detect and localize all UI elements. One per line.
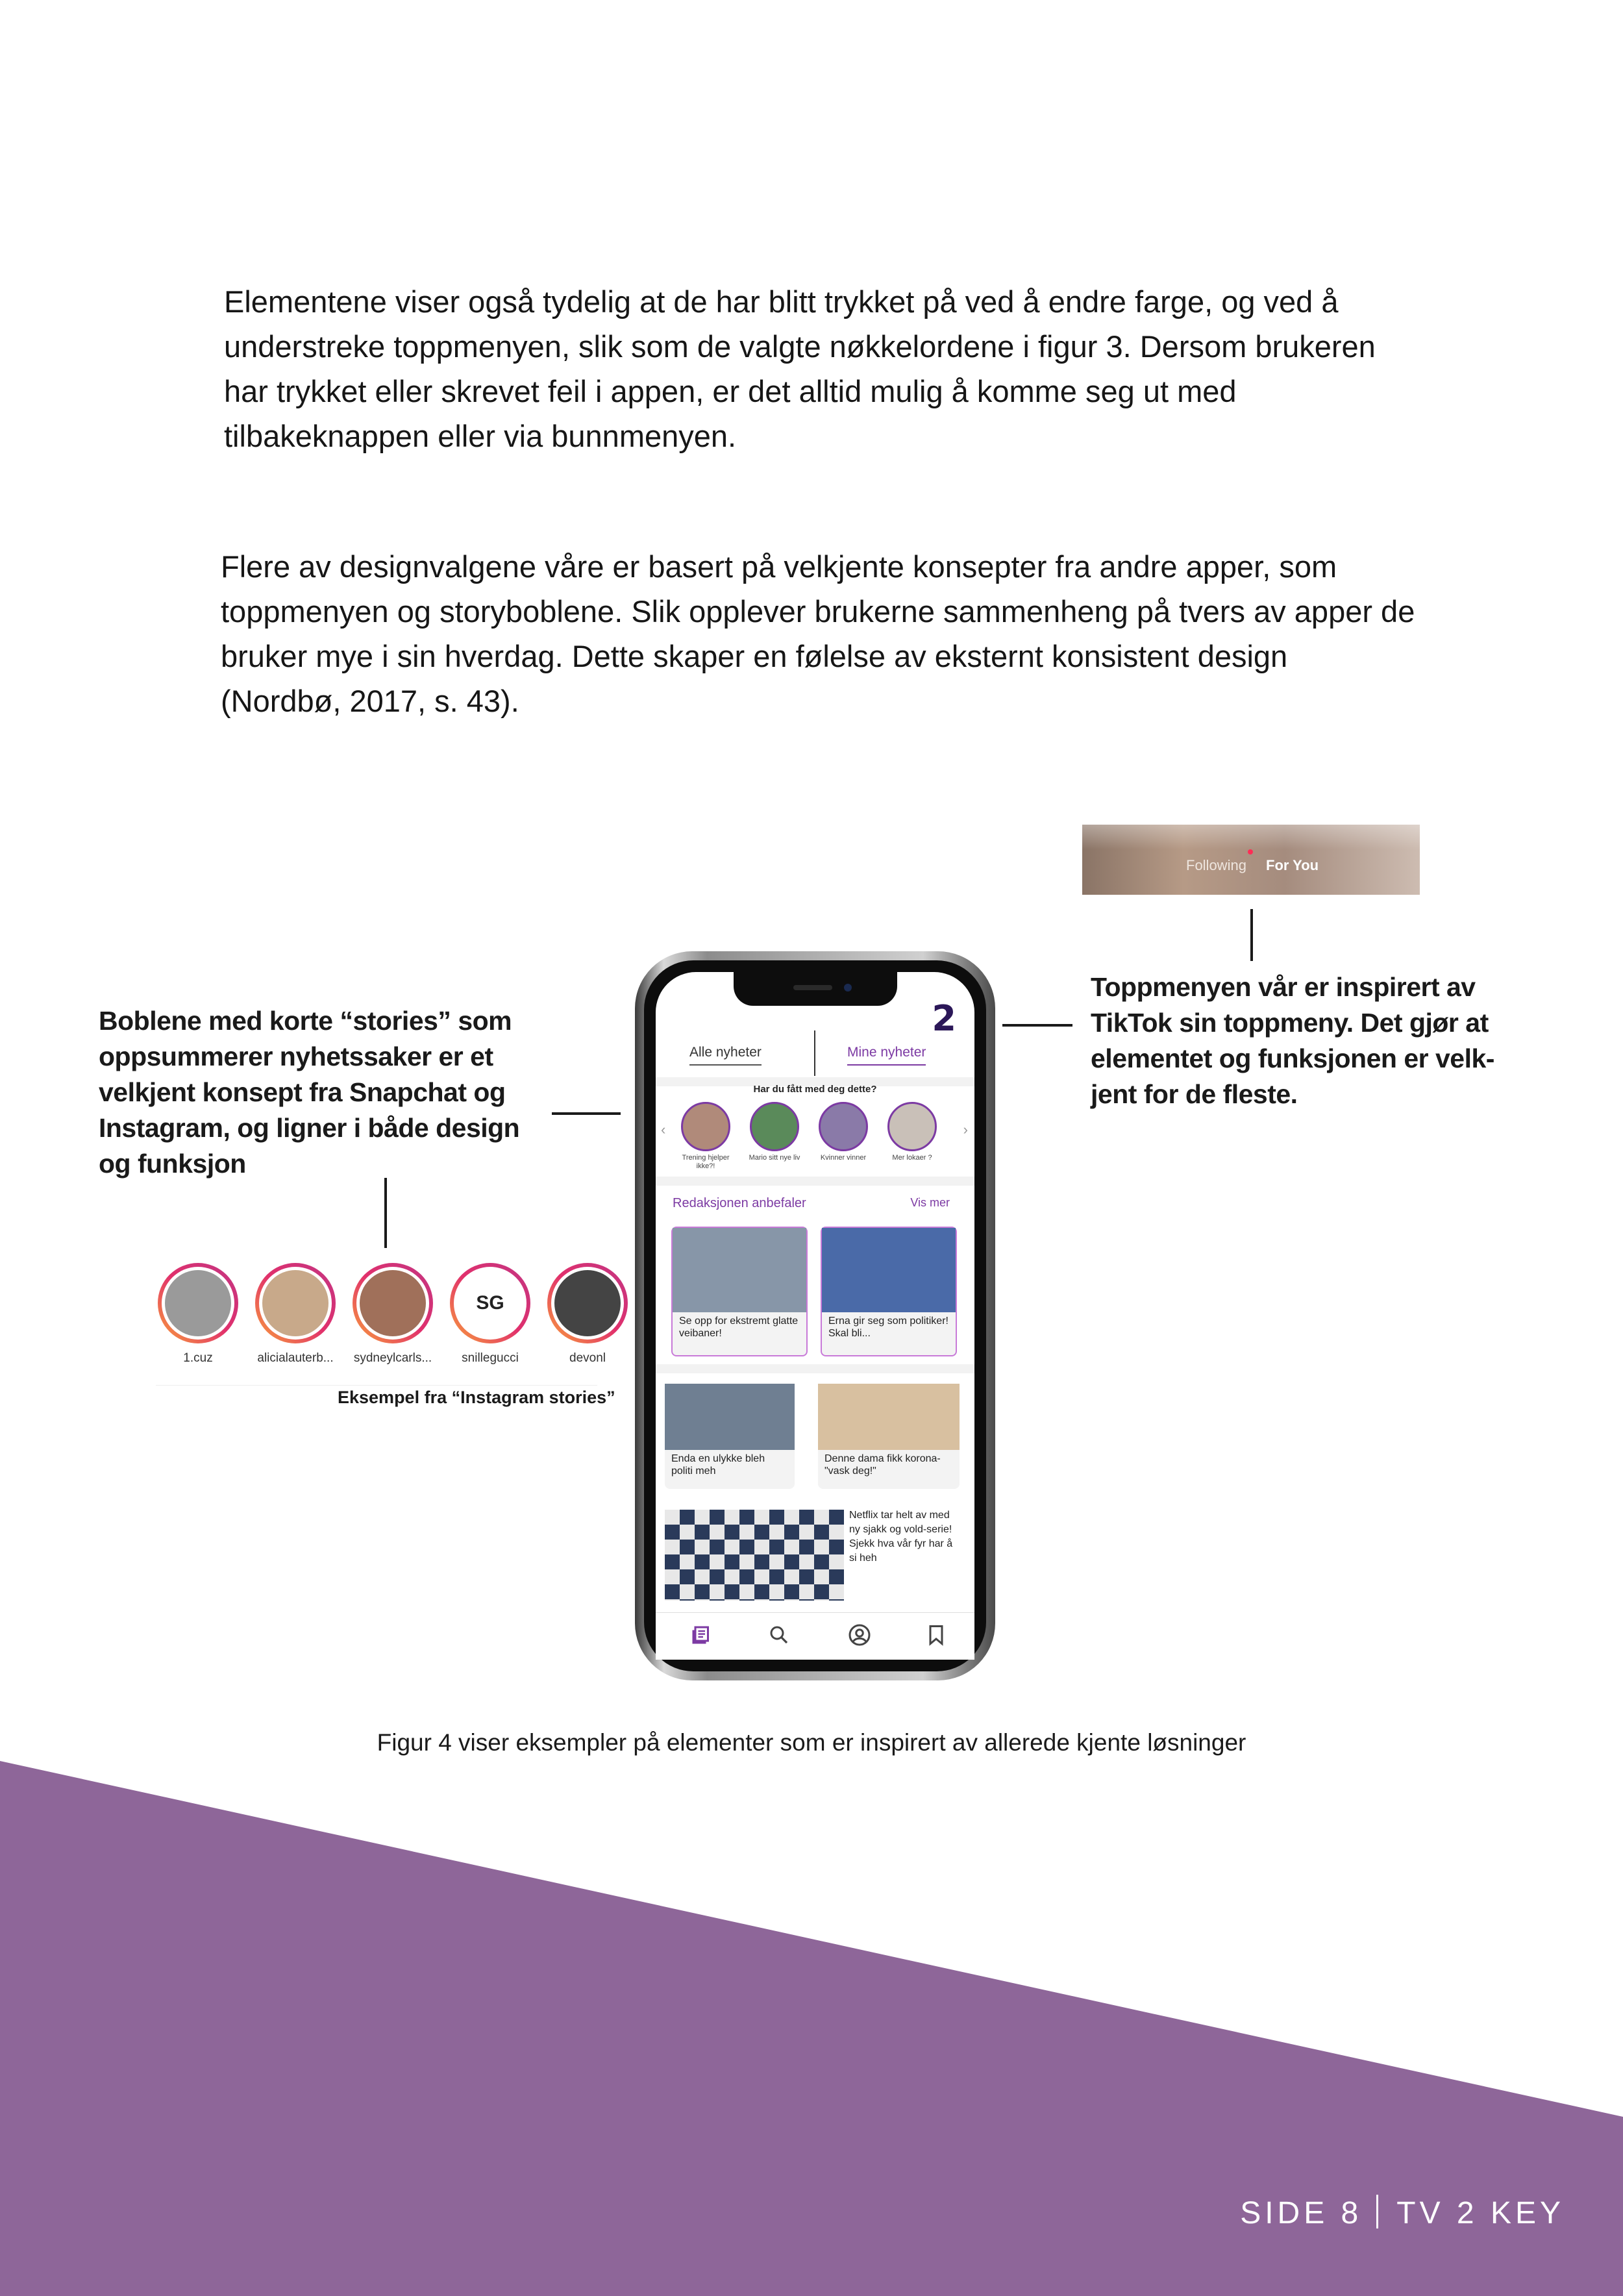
- callout-topmenu: Toppmenyen vår er inspirert av TikTok sin toppmeny. Det gjør at elementet og funksjonen er velk-jent for de fleste.: [1091, 972, 1494, 1109]
- stories-question: Har du fått med deg dette?: [753, 1084, 877, 1095]
- instagram-story: [448, 1263, 532, 1366]
- brand-name: TV 2 KEY: [1396, 2196, 1565, 2230]
- tiktok-live-dot-icon: [1248, 849, 1253, 855]
- instagram-story: [156, 1263, 240, 1366]
- tiktok-tab-foryou: For You: [1266, 857, 1319, 873]
- wide-article-card[interactable]: [665, 1503, 961, 1601]
- story-bubble[interactable]: [745, 1102, 804, 1162]
- news-feed-icon[interactable]: [689, 1623, 713, 1647]
- profile-icon[interactable]: [848, 1623, 871, 1647]
- bookmark-icon[interactable]: [924, 1623, 948, 1647]
- app-top-menu: [656, 1030, 974, 1076]
- chevron-left-icon[interactable]: ‹: [661, 1121, 666, 1138]
- avatar: [457, 1270, 523, 1336]
- story-username: 1.cuz: [183, 1351, 213, 1365]
- connector-left-vertical: [384, 1178, 387, 1248]
- story-username: alicialauterb...: [257, 1351, 334, 1365]
- status-bar-shade: [1082, 825, 1420, 849]
- story-username: devonl: [569, 1351, 606, 1365]
- bottom-nav: [656, 1612, 974, 1660]
- story-ring: [158, 1263, 238, 1343]
- tv2-logo: 2: [932, 998, 956, 1039]
- featured-article-card[interactable]: [821, 1227, 957, 1356]
- phone-notch: [734, 972, 897, 1006]
- story-bubble-label: Mer lokaer ?: [892, 1154, 932, 1162]
- divider: [156, 1385, 597, 1386]
- tab-alle-nyheter[interactable]: Alle nyheter: [689, 1045, 762, 1066]
- article-title: Denne dama fikk korona- "vask deg!": [824, 1453, 941, 1477]
- article-image: [818, 1384, 960, 1450]
- page-number: SIDE 8: [1240, 2196, 1363, 2230]
- article-image: [665, 1384, 795, 1450]
- tab-mine-nyheter[interactable]: Mine nyheter: [847, 1045, 926, 1066]
- body-paragraph-2: Flere av designvalgene våre er basert på velkjente konsepter fra andre apper, som toppmenyen og storyboblene. Slik opplever brukerne sammenheng på tvers av apper de bruker mye i sin hverdag. Dette skaper en følelse av eksternt konsistent design (Nordbø, 2017, s. 43).: [221, 549, 1415, 718]
- article-image: [822, 1228, 956, 1312]
- callout-stories: Boblene med korte “stories” som oppsummerer nyhetssaker er et velkjent konsept fra Snapchat og Instagram, og ligner i både design og funksjon: [99, 1006, 520, 1179]
- figure-caption: Figur 4 viser eksempler på elementer som er inspirert av allerede kjente løsninger: [377, 1729, 1246, 1756]
- section-separator: [656, 1364, 974, 1373]
- avatar: [360, 1270, 426, 1336]
- instagram-story: [351, 1263, 435, 1366]
- story-bubble[interactable]: [814, 1102, 873, 1162]
- body-paragraph-1: Elementene viser også tydelig at de har blitt trykket på ved å endre farge, og ved å understreke toppmenyen, slik som de valgte nøkkelordene i figur 3. Dersom brukeren har trykket eller skrevet feil i appen, er det alltid mulig å komme seg ut med tilbakeknappen eller via bunnmenyen.: [224, 284, 1376, 453]
- tiktok-topmenu-image: [1082, 825, 1420, 895]
- tiktok-tab-following: Following: [1186, 857, 1246, 873]
- avatar: [165, 1270, 231, 1336]
- avatar: [554, 1270, 621, 1336]
- article-title: Erna gir seg som politiker! Skal bli...: [828, 1316, 948, 1339]
- see-more-link[interactable]: Vis mer: [910, 1196, 950, 1209]
- featured-article-card[interactable]: [671, 1227, 808, 1356]
- instagram-story: [545, 1263, 630, 1366]
- story-ring: [353, 1263, 433, 1343]
- story-bubble[interactable]: [883, 1102, 941, 1162]
- story-bubble-label: Mario sitt nye liv: [749, 1154, 800, 1162]
- connector-right-horizontal: [1002, 1024, 1072, 1027]
- story-ring: [255, 1263, 336, 1343]
- article-image: [673, 1228, 806, 1312]
- instagram-example-caption: Eksempel fra “Instagram stories”: [338, 1388, 615, 1407]
- sg-logo: SG: [476, 1292, 504, 1314]
- story-ring: [450, 1263, 530, 1343]
- app-screen: [656, 972, 974, 1660]
- article-title: Netflix tar helt av med ny sjakk og vold-serie! Sjekk hva vår fyr har å si heh: [849, 1510, 953, 1564]
- section-separator: [656, 1177, 974, 1186]
- story-username: snillegucci: [462, 1351, 519, 1365]
- article-title: Se opp for ekstremt glatte veibaner!: [679, 1316, 799, 1339]
- footer-divider: [1376, 2195, 1378, 2228]
- chess-board-image: [665, 1510, 844, 1601]
- tab-divider: [814, 1030, 815, 1076]
- connector-left-horizontal: [552, 1112, 621, 1115]
- news-article-card[interactable]: [818, 1384, 960, 1489]
- search-icon[interactable]: [767, 1623, 791, 1647]
- phone-mockup: [635, 951, 995, 1680]
- page-footer: [1240, 2195, 1565, 2231]
- story-username: sydneylcarls...: [353, 1351, 432, 1365]
- connector-tiktok-vertical: [1250, 909, 1253, 961]
- story-bubble-label: Trening hjelper ikke?!: [682, 1154, 730, 1170]
- news-article-card[interactable]: [665, 1384, 795, 1489]
- chevron-right-icon[interactable]: ›: [963, 1121, 968, 1138]
- avatar: [262, 1270, 328, 1336]
- story-ring: [547, 1263, 628, 1343]
- instagram-story: [253, 1263, 338, 1366]
- story-bubble[interactable]: [676, 1102, 735, 1171]
- section-title: Redaksjonen anbefaler: [673, 1196, 806, 1210]
- article-title: Enda en ulykke bleh politi meh: [671, 1453, 765, 1477]
- story-bubble-label: Kvinner vinner: [820, 1154, 867, 1162]
